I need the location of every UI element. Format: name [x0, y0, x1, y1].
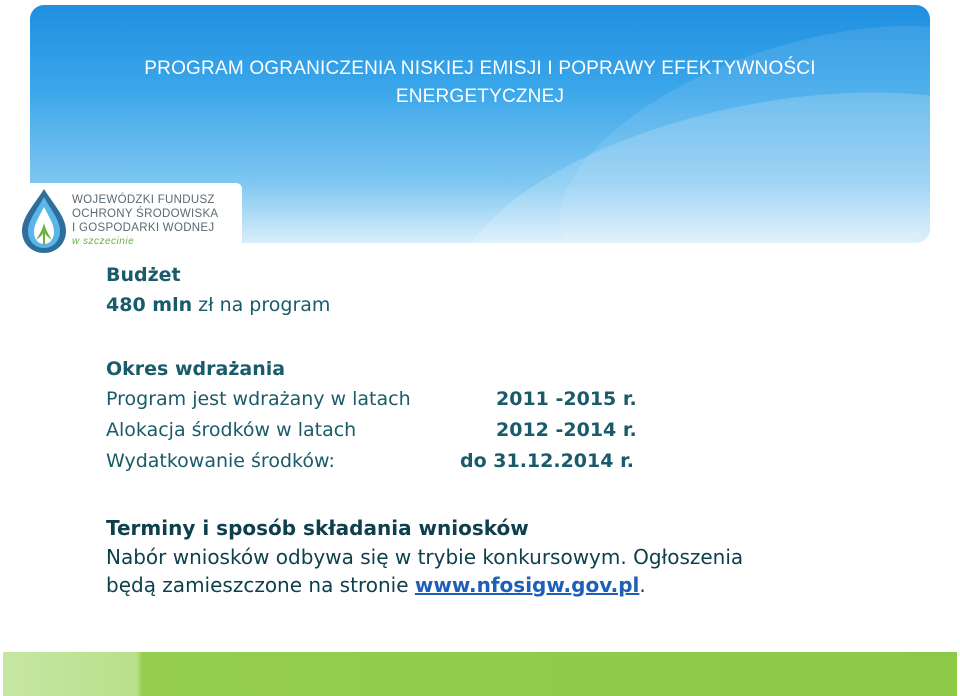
budget-section: [106, 260, 906, 321]
period-row-label: Wydatkowanie środków:: [106, 450, 335, 472]
program-title-line2: ENERGETYCZNEJ: [395, 86, 565, 107]
logo-text: [72, 193, 218, 249]
terms-text-line2: [106, 571, 906, 599]
period-row: [106, 384, 906, 415]
logo-line3: I GOSPODARKI WODNEJ: [72, 222, 215, 234]
period-row-value: 2012 -2014 r.: [496, 419, 637, 441]
period-row-value: do 31.12.2014 r.: [460, 450, 634, 472]
period-row: [106, 415, 906, 446]
banner-swoosh-decoration-2: [527, 5, 930, 243]
wfosigw-logo: [12, 183, 242, 259]
budget-heading: Budżet: [106, 264, 181, 286]
terms-heading: Terminy i sposób składania wniosków: [106, 516, 529, 540]
period-row-value: 2011 -2015 r.: [496, 388, 637, 410]
period-section: [106, 354, 906, 477]
terms-text-suffix: .: [639, 573, 646, 597]
water-drop-logo-icon: [16, 185, 72, 257]
logo-line2: OCHRONY ŚRODOWISKA: [72, 208, 219, 220]
program-title: [30, 55, 930, 111]
terms-text-line1: Nabór wniosków odbywa się w trybie konkursowym. Ogłoszenia: [106, 545, 744, 569]
terms-text-prefix: będą zamieszczone na stronie: [106, 573, 415, 597]
program-title-line1: PROGRAM OGRANICZENIA NISKIEJ EMISJI I POPRAWY EFEKTYWNOŚCI: [144, 58, 816, 79]
terms-section: [106, 514, 906, 599]
period-row-label: Alokacja środków w latach: [106, 419, 357, 441]
logo-line1: WOJEWÓDZKI FUNDUSZ: [72, 194, 215, 206]
period-heading: Okres wdrażania: [106, 358, 286, 380]
period-row: [106, 446, 906, 477]
logo-city: w szczecinie: [72, 236, 135, 247]
budget-line: [106, 290, 906, 321]
budget-rest: zł na program: [192, 294, 331, 316]
period-row-label: Program jest wdrażany w latach: [106, 388, 411, 410]
budget-amount: 480 mln: [106, 294, 193, 316]
terms-text: [106, 543, 906, 599]
nfosigw-link[interactable]: www.nfosigw.gov.pl: [414, 573, 640, 597]
footer-stripe: [3, 652, 957, 696]
